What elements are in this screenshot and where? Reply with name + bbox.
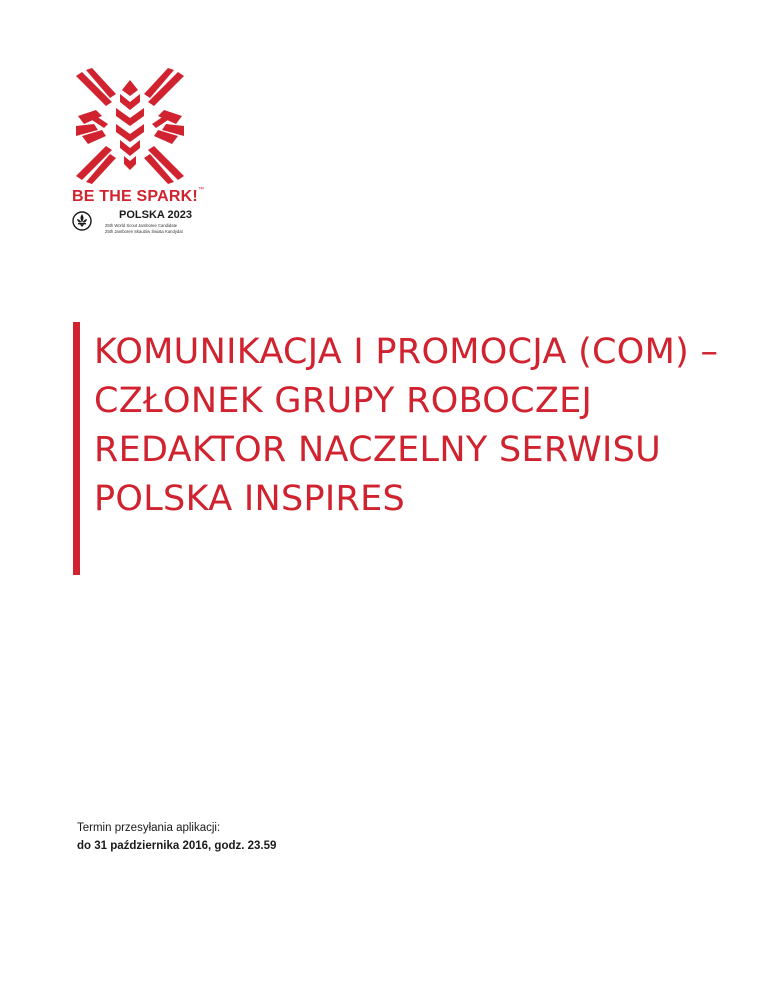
event-name: POLSKA 2023 — [119, 209, 192, 221]
slogan: BE THE SPARK! — [72, 188, 198, 205]
candidate-line: 25th World Scout Jamboree Candidate — [105, 223, 178, 228]
jamboree-snowflake-logo — [68, 66, 192, 186]
document-title: KOMUNIKACJA I PROMOCJA (COM) – CZŁONEK GRUPY ROBOCZEJ REDAKTOR NACZELNY SERWISU POLSKA INSPIRES — [94, 332, 719, 519]
scout-fleur-de-lis-icon — [72, 211, 92, 231]
deadline-value: do 31 października 2016, godz. 23.59 — [77, 840, 277, 852]
trademark: ™ — [198, 187, 204, 193]
title-accent-bar — [73, 322, 80, 575]
deadline-label: Termin przesyłania aplikacji: — [77, 822, 221, 834]
candidate-line: 25th Jamboree Skautów Świata Kandydat — [105, 229, 183, 234]
